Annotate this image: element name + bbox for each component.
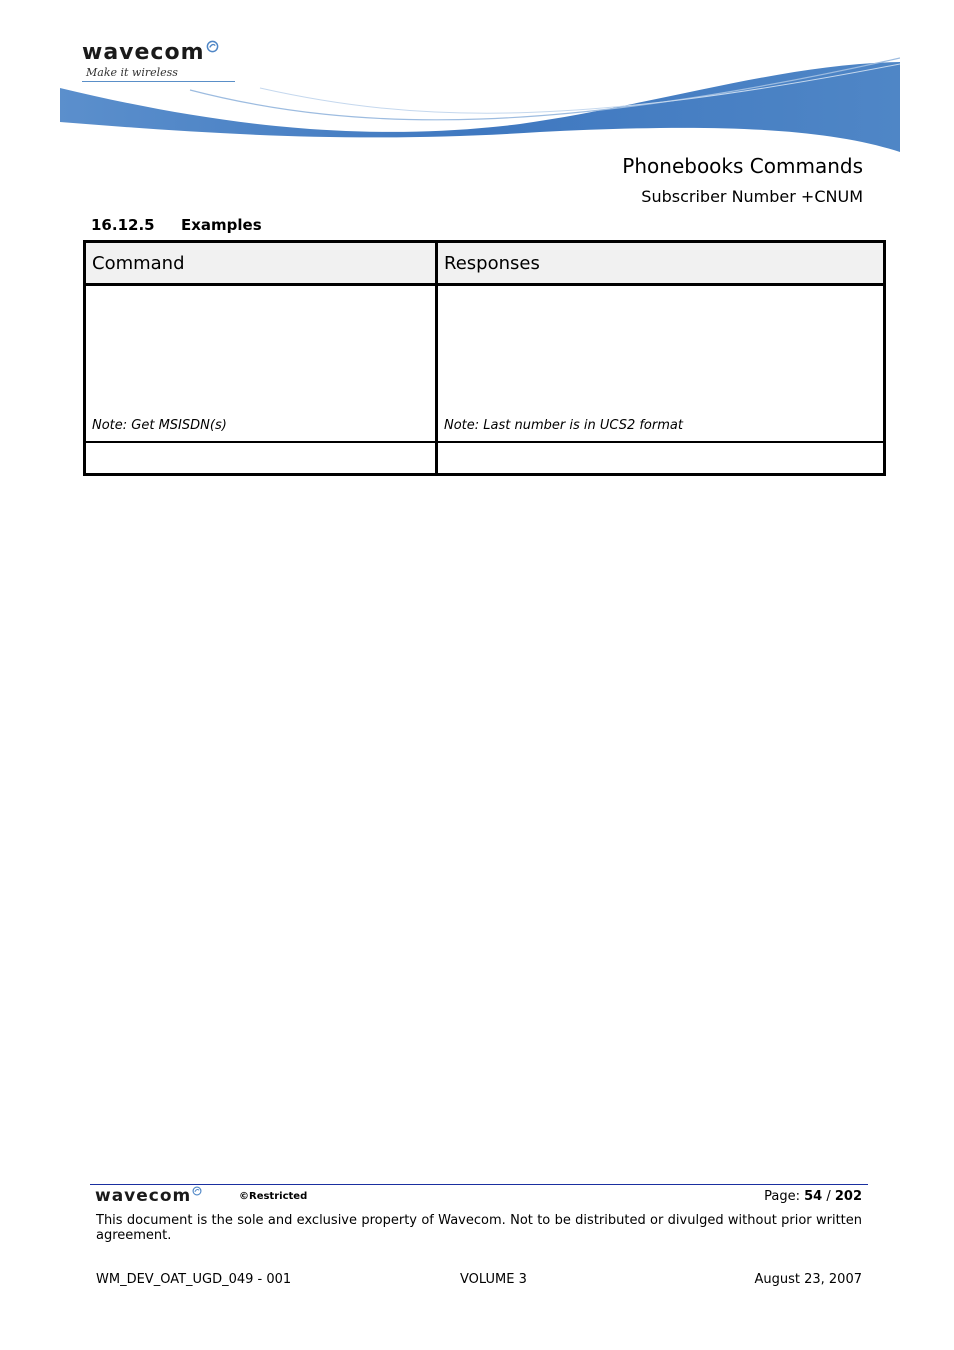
response-note: Note: Last number is in UCS2 format (444, 418, 683, 433)
response-cell (437, 285, 885, 443)
section-title: Subscriber Number +CNUM (641, 187, 863, 206)
page-label: Page: (764, 1189, 800, 1204)
subsection-number: 16.12.5 (91, 216, 155, 234)
logo-swirl-icon (206, 40, 219, 53)
tagline: Make it wireless (86, 66, 178, 79)
header-swoosh-graphic (60, 54, 900, 158)
footer-divider (90, 1184, 868, 1185)
response-cell (437, 442, 885, 475)
document-date: August 23, 2007 (754, 1272, 862, 1287)
footer-wavecom-logo (95, 1186, 202, 1206)
confidentiality-notice: This document is the sole and exclusive property of Wavecom. Not to be distributed or divulged without prior written agreement. (96, 1213, 862, 1243)
subsection-title: Examples (181, 216, 262, 234)
page-separator: / (826, 1189, 831, 1204)
page-total: 202 (834, 1189, 862, 1204)
table-row (85, 285, 885, 443)
header-responses: Responses (437, 242, 885, 285)
volume-label: VOLUME 3 (460, 1272, 527, 1287)
page-number (764, 1189, 862, 1204)
command-note: Note: Get MSISDN(s) (92, 418, 227, 433)
table-header-row (85, 242, 885, 285)
chapter-title: Phonebooks Commands (622, 154, 863, 178)
restricted-label: ©Restricted (239, 1191, 308, 1202)
table-row (85, 442, 885, 475)
footer-logo-swirl-icon (192, 1186, 202, 1196)
page-current: 54 (804, 1189, 823, 1204)
logo-text: wavecom (82, 40, 205, 65)
footer-logo-text: wavecom (95, 1186, 192, 1206)
command-cell (85, 285, 437, 443)
header-command: Command (85, 242, 437, 285)
command-cell (85, 442, 437, 475)
examples-table (83, 240, 886, 476)
document-id: WM_DEV_OAT_UGD_049 - 001 (96, 1272, 292, 1287)
subsection-heading (91, 216, 262, 234)
